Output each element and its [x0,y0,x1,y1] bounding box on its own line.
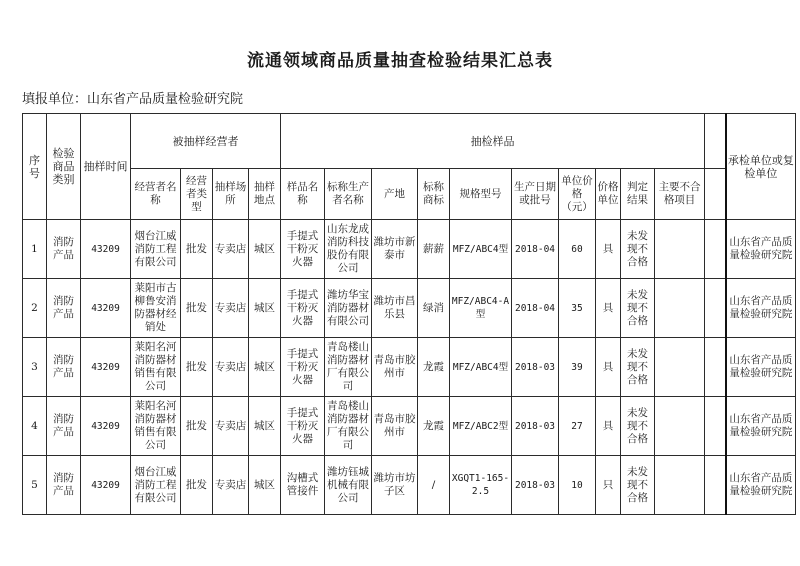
table-row [23,338,796,397]
header-spacer-sub [705,169,726,220]
header-category: 检验商品类别 [47,114,81,220]
header-row-sub [23,169,796,220]
cell-category: 消防产品 [47,456,81,515]
cell-product: 沟槽式管接件 [281,456,325,515]
table-row [23,279,796,338]
cell-category: 消防产品 [47,220,81,279]
cell-result: 未发现不合格 [621,397,655,456]
cell-lab: 山东省产品质量检验研究院 [726,220,796,279]
header-producer: 标称生产者名称 [325,169,372,220]
header-origin: 产地 [372,169,418,220]
cell-time: 43209 [81,220,131,279]
cell-result: 未发现不合格 [621,220,655,279]
cell-date: 2018-04 [512,279,559,338]
header-failed-items: 主要不合格项目 [655,169,705,220]
cell-price: 35 [559,279,596,338]
cell-category: 消防产品 [47,279,81,338]
header-unit-price: 单位价格（元） [559,169,596,220]
header-product-name: 样品名称 [281,169,325,220]
cell-brand: 薪薪 [418,220,450,279]
cell-time: 43209 [81,456,131,515]
cell-seq: 2 [23,279,47,338]
cell-area: 城区 [249,397,281,456]
cell-producer: 潍坊华宝消防器材有限公司 [325,279,372,338]
reporting-unit: 填报单位：山东省产品质量检验研究院 [22,92,244,107]
cell-date: 2018-03 [512,456,559,515]
cell-producer: 青岛楼山消防器材厂有限公司 [325,338,372,397]
header-lab: 承检单位或复检单位 [726,114,796,220]
header-operator-type: 经营者类型 [181,169,213,220]
cell-operator: 莱阳名河消防器材销售有限公司 [131,338,181,397]
cell-time: 43209 [81,279,131,338]
header-sample-place: 抽样场所 [213,169,249,220]
cell-brand: 绿消 [418,279,450,338]
cell-seq: 5 [23,456,47,515]
cell-result: 未发现不合格 [621,279,655,338]
cell-category: 消防产品 [47,338,81,397]
cell-spacer [705,397,726,456]
cell-model: MFZ/ABC4型 [450,220,512,279]
cell-price: 10 [559,456,596,515]
cell-result: 未发现不合格 [621,338,655,397]
cell-operator: 烟台江威消防工程有限公司 [131,456,181,515]
cell-spacer [705,220,726,279]
table-row [23,397,796,456]
cell-origin: 青岛市胶州市 [372,397,418,456]
cell-place: 专卖店 [213,338,249,397]
cell-product: 手提式干粉灭火器 [281,220,325,279]
cell-area: 城区 [249,220,281,279]
cell-lab: 山东省产品质量检验研究院 [726,456,796,515]
header-sample-area: 抽样地点 [249,169,281,220]
cell-spacer [705,338,726,397]
cell-category: 消防产品 [47,397,81,456]
cell-place: 专卖店 [213,220,249,279]
cell-product: 手提式干粉灭火器 [281,338,325,397]
cell-model: MFZ/ABC4-A型 [450,279,512,338]
cell-model: XGQT1-165-2.5 [450,456,512,515]
table-row [23,456,796,515]
cell-price: 60 [559,220,596,279]
cell-brand: 龙霞 [418,338,450,397]
cell-unit: 具 [596,397,621,456]
cell-seq: 3 [23,338,47,397]
header-price-unit: 价格单位 [596,169,621,220]
cell-producer: 潍坊钰城机械有限公司 [325,456,372,515]
cell-origin: 潍坊市昌乐县 [372,279,418,338]
cell-brand: / [418,456,450,515]
cell-result: 未发现不合格 [621,456,655,515]
cell-unit: 只 [596,456,621,515]
cell-operator-type: 批发 [181,220,213,279]
header-spacer [705,114,726,169]
cell-failed [655,279,705,338]
cell-time: 43209 [81,338,131,397]
cell-lab: 山东省产品质量检验研究院 [726,338,796,397]
results-table [22,113,796,515]
header-prod-date: 生产日期或批号 [512,169,559,220]
cell-seq: 4 [23,397,47,456]
cell-time: 43209 [81,397,131,456]
cell-place: 专卖店 [213,456,249,515]
cell-model: MFZ/ABC2型 [450,397,512,456]
cell-seq: 1 [23,220,47,279]
header-operator-name: 经营者名称 [131,169,181,220]
header-result: 判定结果 [621,169,655,220]
cell-area: 城区 [249,338,281,397]
header-sample-group: 抽检样品 [281,114,705,169]
header-model: 规格型号 [450,169,512,220]
header-operator-group: 被抽样经营者 [131,114,281,169]
cell-origin: 青岛市胶州市 [372,338,418,397]
cell-origin: 潍坊市坊子区 [372,456,418,515]
cell-place: 专卖店 [213,279,249,338]
cell-producer: 山东龙成消防科技股份有限公司 [325,220,372,279]
cell-unit: 具 [596,220,621,279]
cell-failed [655,220,705,279]
header-brand: 标称商标 [418,169,450,220]
cell-operator: 莱阳名河消防器材销售有限公司 [131,397,181,456]
cell-failed [655,456,705,515]
page-title: 流通领域商品质量抽查检验结果汇总表 [247,51,553,71]
cell-failed [655,338,705,397]
cell-date: 2018-03 [512,338,559,397]
cell-date: 2018-04 [512,220,559,279]
cell-price: 39 [559,338,596,397]
cell-area: 城区 [249,456,281,515]
cell-unit: 具 [596,338,621,397]
cell-lab: 山东省产品质量检验研究院 [726,397,796,456]
table-row [23,220,796,279]
cell-spacer [705,456,726,515]
cell-unit: 具 [596,279,621,338]
cell-brand: 龙霞 [418,397,450,456]
cell-date: 2018-03 [512,397,559,456]
cell-operator-type: 批发 [181,279,213,338]
cell-operator-type: 批发 [181,338,213,397]
cell-model: MFZ/ABC4型 [450,338,512,397]
cell-operator: 烟台江威消防工程有限公司 [131,220,181,279]
cell-area: 城区 [249,279,281,338]
cell-place: 专卖店 [213,397,249,456]
cell-spacer [705,279,726,338]
header-sample-time: 抽样时间 [81,114,131,220]
cell-operator-type: 批发 [181,456,213,515]
cell-price: 27 [559,397,596,456]
cell-product: 手提式干粉灭火器 [281,397,325,456]
cell-operator-type: 批发 [181,397,213,456]
header-seq: 序号 [23,114,47,220]
cell-product: 手提式干粉灭火器 [281,279,325,338]
cell-lab: 山东省产品质量检验研究院 [726,279,796,338]
cell-origin: 潍坊市新泰市 [372,220,418,279]
cell-failed [655,397,705,456]
cell-producer: 青岛楼山消防器材厂有限公司 [325,397,372,456]
cell-operator: 莱阳市古柳鲁安消防器材经销处 [131,279,181,338]
header-row-group [23,114,796,169]
